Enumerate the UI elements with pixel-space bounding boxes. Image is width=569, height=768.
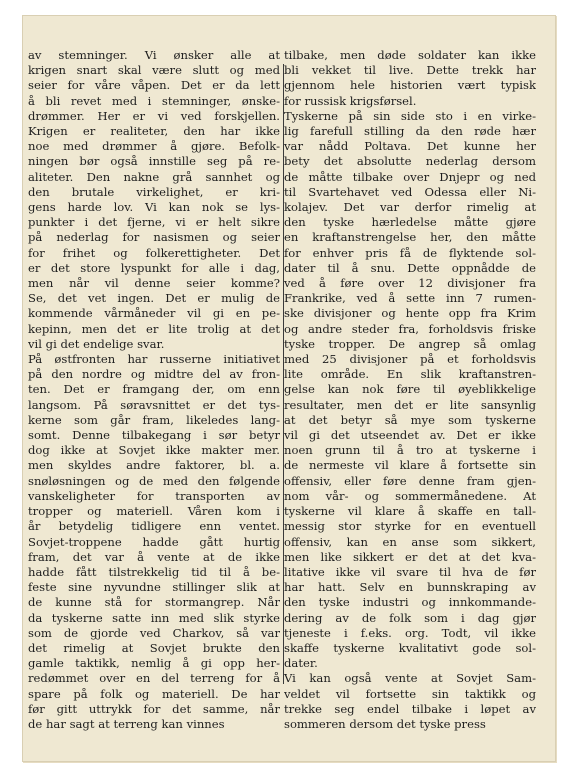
text-line: offensiv, kan en anse som sikkert, — [284, 534, 536, 549]
text-line: På østfronten har russerne initiativet — [28, 352, 280, 367]
text-line: bety det absolutte nederlag dersom — [284, 154, 536, 169]
text-line: ten. Det er framgang der, om enn — [28, 382, 280, 397]
text-line: redømmet over en del terreng for å — [28, 671, 280, 686]
text-line: på nederlag for nasismen og seier — [28, 230, 280, 245]
text-line: spare på folk og materiell. De har — [28, 686, 280, 701]
text-line: tjeneste i f.eks. org. Todt, vil ikke — [284, 625, 536, 640]
text-line: på den nordre og midtre del av fron- — [28, 367, 280, 382]
text-line: de kunne stå for stormangrep. Når — [28, 595, 280, 610]
text-line: ningen bør også innstille seg på re- — [28, 154, 280, 169]
text-line: den brutale virkelighet, er kri- — [28, 184, 280, 199]
text-line: seier for våre våpen. Det er da lett — [28, 78, 280, 93]
text-line: lig farefull stilling da den røde hær — [284, 124, 536, 139]
text-line: da tyskerne satte inn med slik styrke — [28, 610, 280, 625]
text-line: før gitt uttrykk for det samme, når — [28, 701, 280, 716]
text-line: som de gjorde ved Charkov, så var — [28, 625, 280, 640]
text-line: tilbake, men døde soldater kan ikke — [284, 48, 536, 62]
text-line: vanskeligheter for transporten av — [28, 488, 280, 503]
text-line: den tyske hærledelse måtte gjøre — [284, 215, 536, 230]
text-line: tyske tropper. De angrep så omlag — [284, 336, 536, 351]
text-line: Vi kan også vente at Sovjet Sam- — [284, 671, 536, 686]
text-line: sommeren dersom det tyske press — [284, 716, 486, 731]
text-line: lite område. En slik kraftanstren- — [284, 367, 536, 382]
text-line: de har sagt at terreng kan vinnes — [28, 716, 225, 731]
text-line: offensiv, eller føre denne fram gjen- — [284, 473, 536, 488]
text-line: vil gi det endelige svar. — [28, 336, 165, 351]
text-line: men skyldes andre faktorer, bl. a. — [28, 458, 280, 473]
text-line: å bli revet med i stemninger, ønske- — [28, 93, 280, 108]
text-line: bli vekket til live. Dette trekk har — [284, 63, 536, 78]
text-line: somt. Denne tilbakegang i sør betyr — [28, 428, 280, 443]
text-line: kepinn, men det er lite trolig at det — [28, 321, 280, 336]
text-line: dering av de folk som i dag gjør — [284, 610, 536, 625]
text-line: aliteter. Den nakne grå sannhet og — [28, 169, 280, 184]
text-line: hadde fått tilstrekkelig tid til å be- — [28, 564, 280, 579]
text-line: veldet vil fortsette sin taktikk og — [284, 686, 536, 701]
text-line: langsom. På søravsnittet er det tys- — [28, 397, 280, 412]
text-line: en kraftanstrengelse her, den måtte — [284, 230, 536, 245]
text-line: de måtte tilbake over Dnjepr og ned — [284, 169, 536, 184]
text-line: Frankrike, ved å sette inn 7 rumen- — [284, 291, 536, 306]
text-line: ved å føre over 12 divisjoner fra — [284, 276, 536, 291]
text-line: for russisk krigsførsel. — [284, 93, 417, 108]
text-line: tropper og materiell. Våren kom i — [28, 504, 280, 519]
text-line: gens harde lov. Vi kan nok se lys- — [28, 200, 280, 215]
text-line: de nermeste vil klare å fortsette sin — [284, 458, 536, 473]
text-line: tyskerne vil klare å skaffe en tall- — [284, 504, 536, 519]
text-line: er det store lyspunkt for alle i dag, — [28, 260, 280, 275]
text-line: Tyskerne på sin side sto i en virke- — [284, 108, 536, 123]
text-line: noe med drømmer å gjøre. Befolk- — [28, 139, 280, 154]
text-line: resultater, men det er lite sansynlig — [284, 397, 536, 412]
text-line: krigen snart skal være slutt og med — [28, 63, 280, 78]
text-line: den tyske industri og innkommande- — [284, 595, 536, 610]
text-line: Krigen er realiteter, den har ikke — [28, 124, 280, 139]
text-line: vil gi det utseendet av. Det er ikke — [284, 428, 536, 443]
text-line: for enhver pris få de flyktende sol- — [284, 245, 536, 260]
text-line: gjennom hele historien vært typisk — [284, 78, 536, 93]
text-line: men når vil denne seier komme? — [28, 276, 280, 291]
text-line: gelse kan nok føre til øyeblikkelige — [284, 382, 536, 397]
text-line: og andre steder fra, forholdsvis friske — [284, 321, 536, 336]
text-line: var nådd Poltava. Det kunne her — [284, 139, 536, 154]
text-line: noen grunn til å tro at tyskerne i — [284, 443, 536, 458]
text-line: det rimelig at Sovjet brukte den — [28, 640, 280, 655]
text-line: at det betyr så mye som tyskerne — [284, 412, 536, 427]
text-line: skaffe tyskerne kvalitativt gode sol- — [284, 640, 536, 655]
text-line: kerne som går fram, likeledes lang- — [28, 412, 280, 427]
text-line: ske divisjoner og hente opp fra Krim — [284, 306, 536, 321]
text-column-left — [28, 48, 280, 732]
text-line: snøløsningen og de med den følgende — [28, 473, 280, 488]
text-line: messig stor styrke for en eventuell — [284, 519, 536, 534]
text-line: gamle taktikk, nemlig å gi opp her- — [28, 656, 280, 671]
text-line: for frihet og folkerettigheter. Det — [28, 245, 280, 260]
text-line: Sovjet-troppene hadde gått hurtig — [28, 534, 280, 549]
text-line: med 25 divisjoner på et forholdsvis — [284, 352, 536, 367]
text-line: men like sikkert er det at det kva- — [284, 549, 536, 564]
text-line: år betydelig tidligere enn ventet. — [28, 519, 280, 534]
text-line: nom vår- og sommermånedene. At — [284, 488, 536, 503]
text-line: kolajev. Det var derfor rimelig at — [284, 200, 536, 215]
text-line: dog ikke at Sovjet ikke makter mer. — [28, 443, 280, 458]
text-line: til Svartehavet ved Odessa eller Ni- — [284, 184, 536, 199]
text-line: litative ikke vil svare til hva de før — [284, 564, 536, 579]
text-line: av stemninger. Vi ønsker alle at — [28, 48, 280, 62]
text-line: kommende vårmåneder vil gi en pe- — [28, 306, 280, 321]
text-line: feste sine nyvundne stillinger slik at — [28, 580, 280, 595]
text-line: dater. — [284, 656, 318, 671]
text-line: dater til å snu. Dette oppnådde de — [284, 260, 536, 275]
text-column-right — [284, 48, 536, 732]
text-line: trekke seg endel tilbake i løpet av — [284, 701, 536, 716]
text-line: har hatt. Selv en bunnskraping av — [284, 580, 536, 595]
text-line: Se, det vet ingen. Det er mulig de — [28, 291, 280, 306]
text-line: drømmer. Her er vi ved forskjellen. — [28, 108, 280, 123]
text-line: fram, det var å vente at de ikke — [28, 549, 280, 564]
text-line: punkter i det fjerne, vi er helt sikre — [28, 215, 280, 230]
